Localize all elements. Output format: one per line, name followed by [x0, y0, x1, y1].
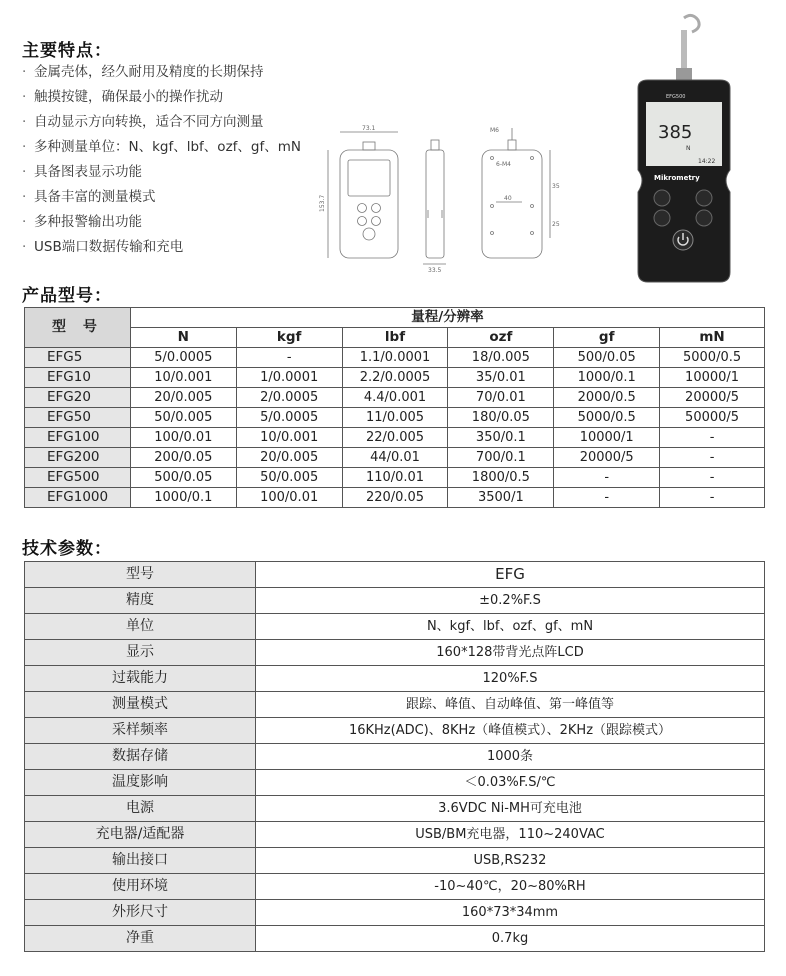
table-row [25, 588, 765, 614]
spec-value: USB,RS232 [256, 848, 765, 874]
range-cell: 1.1/0.0001 [342, 348, 448, 368]
spec-key: 过载能力 [25, 666, 256, 692]
model-cell: EFG10 [25, 368, 131, 388]
spec-key: 精度 [25, 588, 256, 614]
dim-height-label: 153.7 [319, 194, 326, 212]
front-view-screen [348, 160, 390, 196]
spec-key: 型号 [25, 562, 256, 588]
range-cell: 3500/1 [448, 488, 554, 508]
range-cell: 700/0.1 [448, 448, 554, 468]
table-row [25, 900, 765, 926]
range-cell: 4.4/0.001 [342, 388, 448, 408]
range-cell: 11/0.005 [342, 408, 448, 428]
spec-value: USB/BM充电器，110~240VAC [256, 822, 765, 848]
table-row [25, 388, 765, 408]
model-cell: EFG50 [25, 408, 131, 428]
range-cell: - [236, 348, 342, 368]
feature-item: · 触摸按键，确保最小的操作扰动 [22, 89, 223, 105]
unit-header: lbf [342, 328, 448, 348]
dim-25-label: 25 [552, 221, 560, 228]
range-cell: 2000/0.5 [554, 388, 660, 408]
range-cell: 10/0.001 [236, 428, 342, 448]
specs-table [24, 561, 765, 952]
model-range-table [24, 307, 765, 508]
range-cell: 20000/5 [660, 388, 765, 408]
dim-m6-label: M6 [490, 127, 499, 134]
table-row [25, 770, 765, 796]
device-unit: N [686, 145, 691, 152]
table-row [25, 428, 765, 448]
model-cell: EFG5 [25, 348, 131, 368]
range-cell: 100/0.01 [130, 428, 236, 448]
spec-value: EFG [256, 562, 765, 588]
spec-value: 3.6VDC Ni-MH可充电池 [256, 796, 765, 822]
range-cell: 180/0.05 [448, 408, 554, 428]
range-header: 量程/分辨率 [130, 308, 764, 328]
feature-item: · 金属壳体，经久耐用及精度的长期保持 [22, 64, 264, 80]
spec-value: 16KHz(ADC)、8KHz（峰值模式）、2KHz（跟踪模式） [256, 718, 765, 744]
range-cell: - [660, 428, 765, 448]
spec-value: 0.7kg [256, 926, 765, 952]
force-gauge-device [618, 10, 748, 285]
range-cell: 10000/1 [554, 428, 660, 448]
unit-header: ozf [448, 328, 554, 348]
range-cell: 5/0.0005 [236, 408, 342, 428]
unit-header: gf [554, 328, 660, 348]
hook-rod [681, 30, 687, 70]
range-cell: 10000/1 [660, 368, 765, 388]
range-cell: 1800/0.5 [448, 468, 554, 488]
model-cell: EFG100 [25, 428, 131, 448]
range-cell: 1000/0.1 [130, 488, 236, 508]
spec-key: 输出接口 [25, 848, 256, 874]
range-cell: 2/0.0005 [236, 388, 342, 408]
table-row [25, 468, 765, 488]
table-row [25, 666, 765, 692]
range-cell: 1000/0.1 [554, 368, 660, 388]
unit-header: kgf [236, 328, 342, 348]
range-cell: 20000/5 [554, 448, 660, 468]
feature-item: · 具备丰富的测量模式 [22, 189, 156, 205]
table-row [25, 448, 765, 468]
spec-value: 120%F.S [256, 666, 765, 692]
side-view-body [426, 150, 444, 258]
model-column-header: 型 号 [25, 308, 131, 348]
table-row [25, 348, 765, 368]
range-cell: 5/0.0005 [130, 348, 236, 368]
spec-value: 160*73*34mm [256, 900, 765, 926]
range-cell: 350/0.1 [448, 428, 554, 448]
models-title: 产品型号： [22, 286, 112, 306]
range-cell: 44/0.01 [342, 448, 448, 468]
spec-key: 单位 [25, 614, 256, 640]
range-cell: 2.2/0.0005 [342, 368, 448, 388]
spec-key: 电源 [25, 796, 256, 822]
table-row [25, 368, 765, 388]
spec-key: 温度影响 [25, 770, 256, 796]
table-row [25, 744, 765, 770]
feature-item: · 自动显示方向转换，适合不同方向测量 [22, 114, 264, 130]
spec-value: ＜0.03%F.S/℃ [256, 770, 765, 796]
table-row [25, 488, 765, 508]
device-button [654, 190, 670, 206]
spec-value: 160*128带背光点阵LCD [256, 640, 765, 666]
range-cell: - [660, 448, 765, 468]
device-brand: Mikrometry [654, 174, 700, 182]
range-cell: 200/0.05 [130, 448, 236, 468]
range-cell: 22/0.005 [342, 428, 448, 448]
spec-key: 充电器/适配器 [25, 822, 256, 848]
device-time: 14:22 [698, 158, 716, 165]
unit-header: N [130, 328, 236, 348]
range-cell: - [660, 468, 765, 488]
range-cell: 50/0.005 [130, 408, 236, 428]
range-cell: 50/0.005 [236, 468, 342, 488]
table-row [25, 614, 765, 640]
model-cell: EFG1000 [25, 488, 131, 508]
range-cell: 100/0.01 [236, 488, 342, 508]
table-row [25, 718, 765, 744]
table-row [25, 822, 765, 848]
spec-value: N、kgf、lbf、ozf、gf、mN [256, 614, 765, 640]
range-cell: 220/0.05 [342, 488, 448, 508]
range-cell: - [660, 488, 765, 508]
table-row [25, 640, 765, 666]
range-cell: 1/0.0001 [236, 368, 342, 388]
spec-value: -10~40℃，20~80%RH [256, 874, 765, 900]
feature-item: · 多种报警输出功能 [22, 214, 142, 230]
range-cell: 50000/5 [660, 408, 765, 428]
device-reading: 385 [658, 122, 693, 143]
range-cell: 500/0.05 [130, 468, 236, 488]
spec-value: 跟踪、峰值、自动峰值、第一峰值等 [256, 692, 765, 718]
range-cell: - [554, 488, 660, 508]
range-cell: 20/0.005 [236, 448, 342, 468]
device-button [654, 210, 670, 226]
model-cell: EFG500 [25, 468, 131, 488]
spec-key: 外形尺寸 [25, 900, 256, 926]
feature-item: · USB端口数据传输和充电 [22, 239, 184, 255]
range-cell: 10/0.001 [130, 368, 236, 388]
spec-key: 使用环境 [25, 874, 256, 900]
spec-key: 净重 [25, 926, 256, 952]
dim-40-label: 40 [504, 195, 512, 202]
range-cell: 500/0.05 [554, 348, 660, 368]
range-cell: 20/0.005 [130, 388, 236, 408]
spec-value: 1000条 [256, 744, 765, 770]
dim-depth-label: 33.5 [428, 267, 442, 274]
hook-icon [684, 15, 699, 32]
features-list [22, 60, 312, 260]
table-row [25, 562, 765, 588]
range-cell: 35/0.01 [448, 368, 554, 388]
range-cell: 70/0.01 [448, 388, 554, 408]
model-cell: EFG20 [25, 388, 131, 408]
range-cell: 5000/0.5 [660, 348, 765, 368]
range-cell: - [554, 468, 660, 488]
table-row [25, 926, 765, 952]
back-view-body [482, 150, 542, 258]
front-view-body [340, 150, 398, 258]
table-row [25, 796, 765, 822]
spec-key: 测量模式 [25, 692, 256, 718]
dim-35-label: 35 [552, 183, 560, 190]
model-cell: EFG200 [25, 448, 131, 468]
range-cell: 18/0.005 [448, 348, 554, 368]
dim-width-label: 73.1 [362, 125, 376, 132]
spec-value: ±0.2%F.S [256, 588, 765, 614]
feature-item: · 具备图表显示功能 [22, 164, 142, 180]
table-row [25, 408, 765, 428]
spec-key: 采样频率 [25, 718, 256, 744]
features-title: 主要特点： [22, 41, 112, 61]
feature-item: · 多种测量单位：N、kgf、lbf、ozf、gf、mN [22, 139, 301, 155]
dim-6m4-label: 6-M4 [496, 161, 511, 168]
device-button [696, 210, 712, 226]
device-button [696, 190, 712, 206]
unit-header: mN [660, 328, 765, 348]
spec-key: 数据存储 [25, 744, 256, 770]
dimension-drawing [318, 118, 588, 278]
specs-title: 技术参数： [22, 539, 112, 559]
table-row [25, 692, 765, 718]
range-cell: 5000/0.5 [554, 408, 660, 428]
device-model-label: EFG500 [666, 94, 686, 100]
range-cell: 110/0.01 [342, 468, 448, 488]
spec-key: 显示 [25, 640, 256, 666]
table-row [25, 848, 765, 874]
table-row [25, 874, 765, 900]
